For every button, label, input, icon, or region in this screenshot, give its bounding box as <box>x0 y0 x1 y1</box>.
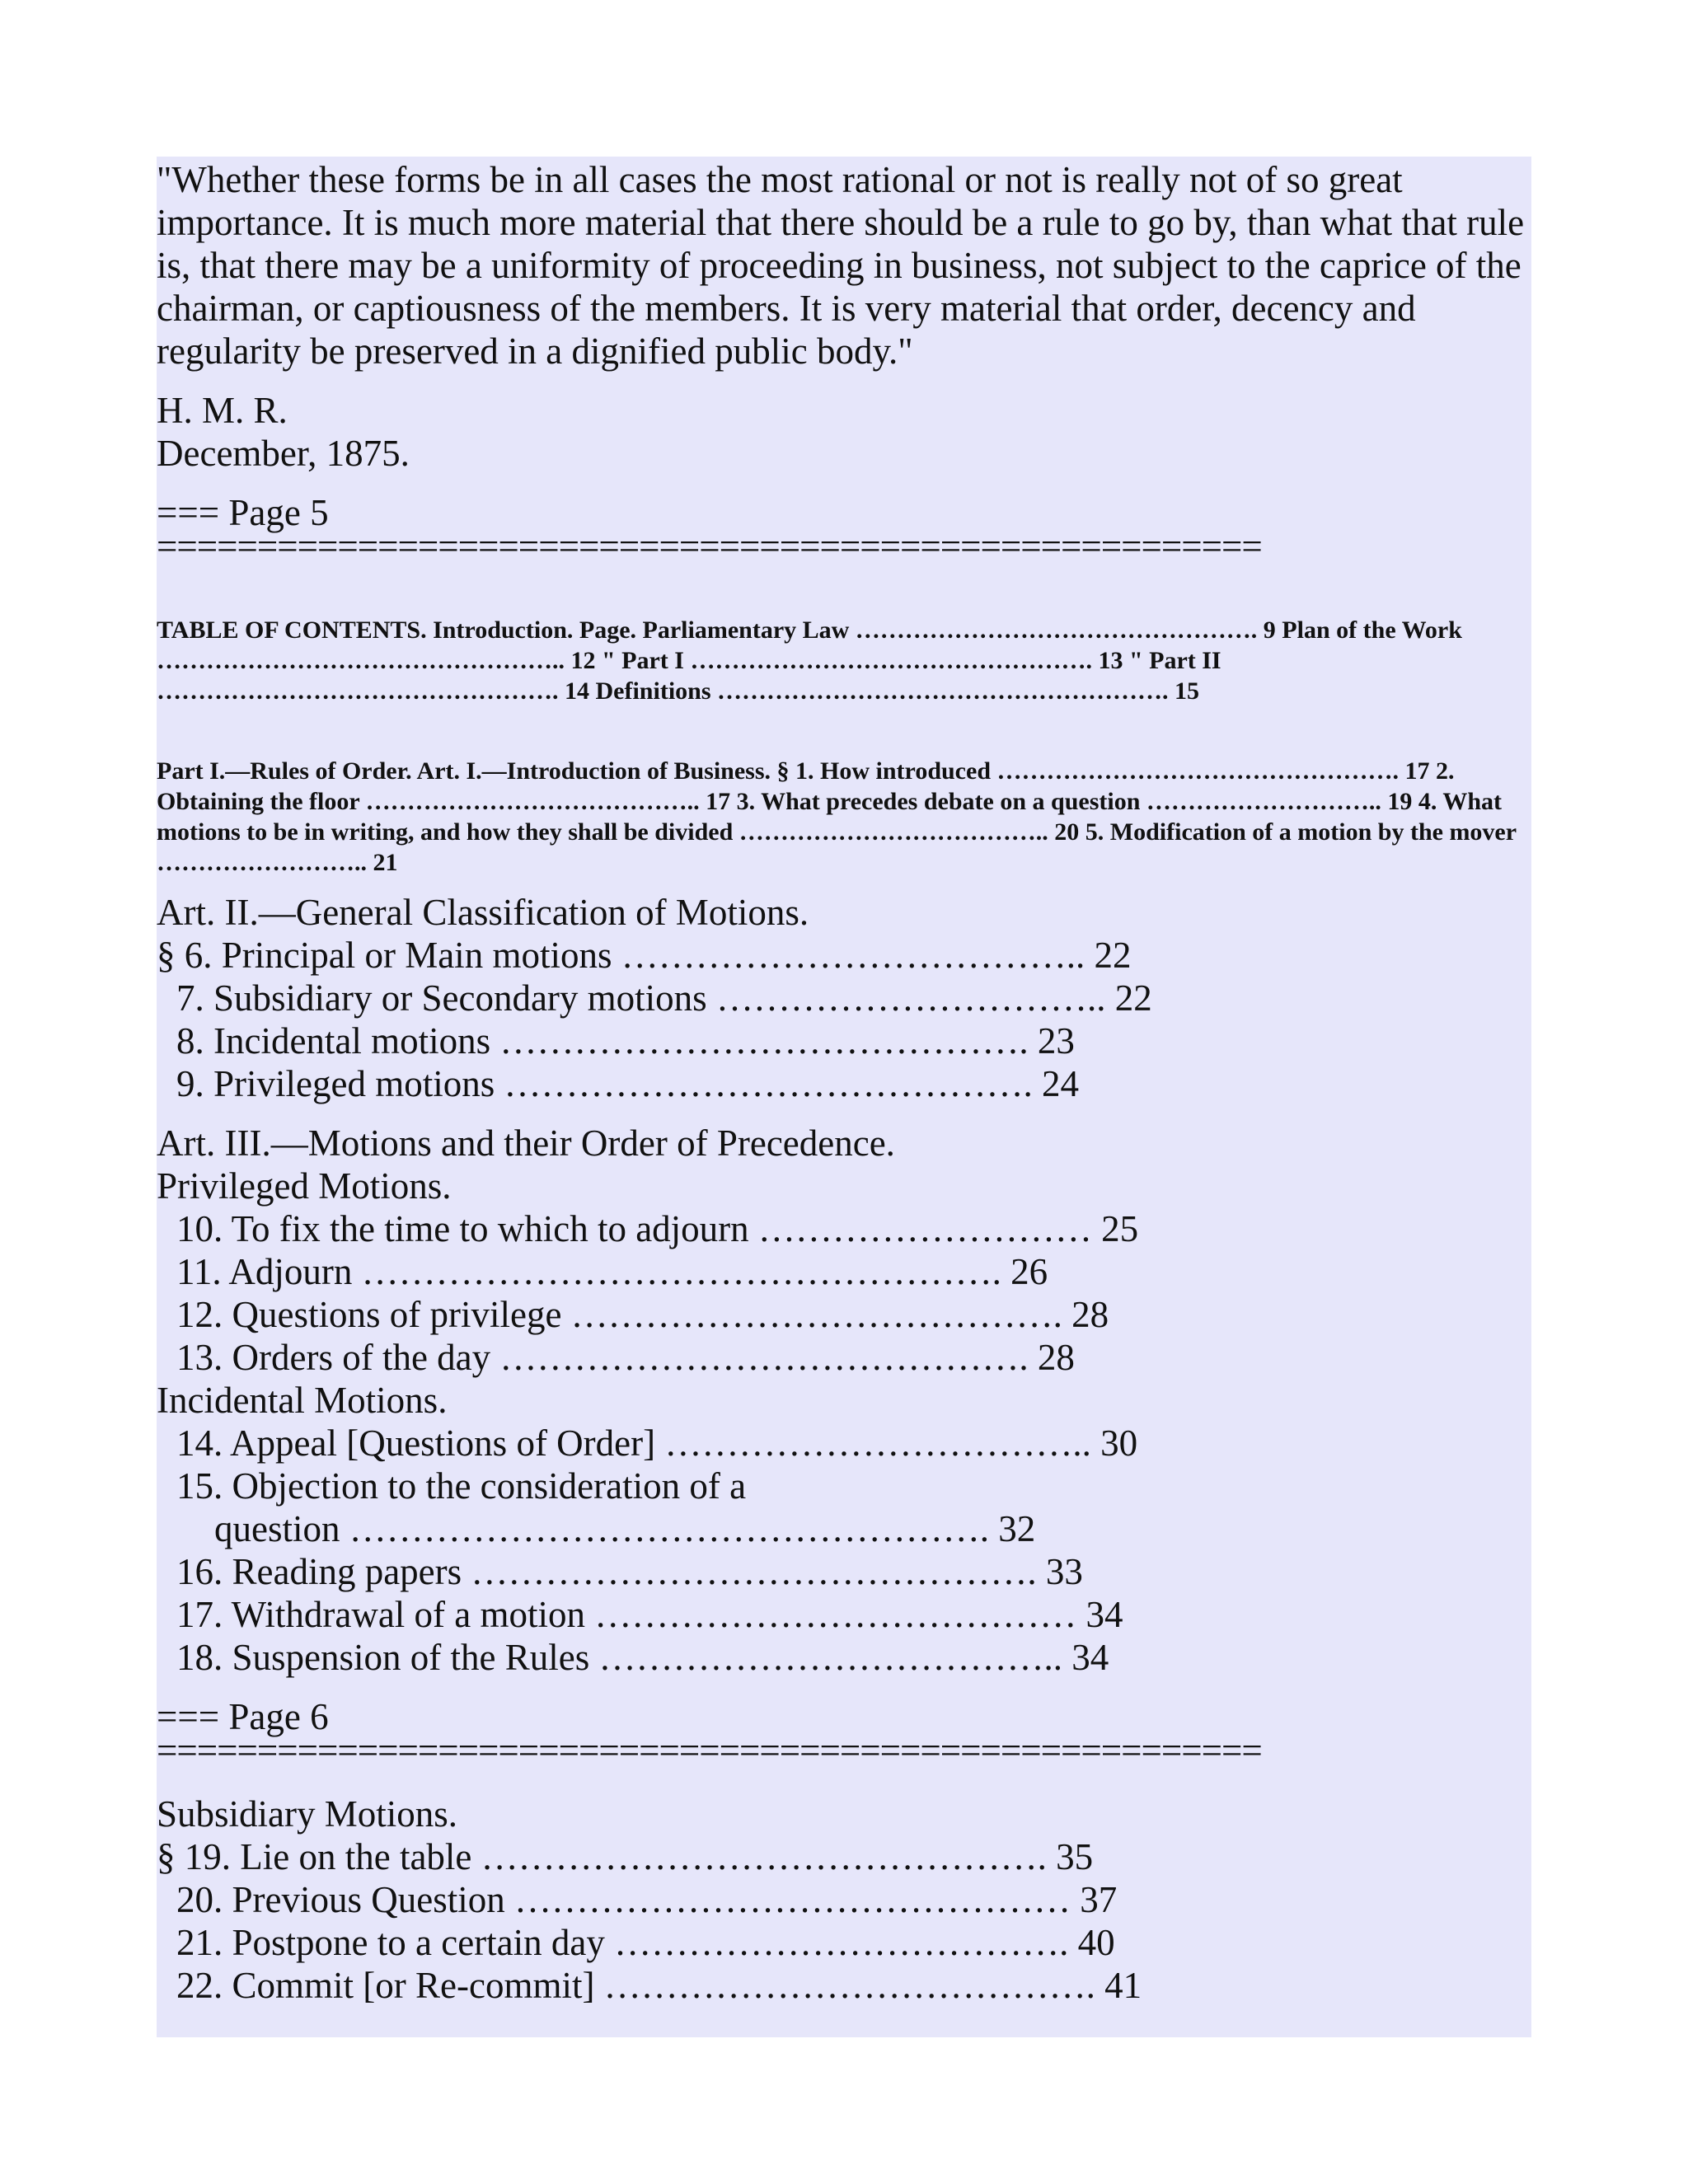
toc-entry: 20. Previous Question ……………………………………… 37 <box>176 1879 1118 1920</box>
incidental-motions-heading: Incidental Motions. <box>157 1380 448 1421</box>
page-separator-5: ======================================================= <box>157 534 1262 559</box>
toc-entry: 18. Suspension of the Rules ……………………………….. 34 <box>176 1637 1109 1678</box>
toc-entry: 15. Objection to the consideration of a <box>176 1465 747 1507</box>
toc-entry: § 19. Lie on the table ………………………………………. 35 <box>157 1836 1094 1877</box>
page-marker-5: === Page 5 <box>157 492 329 533</box>
page-marker-6: === Page 6 <box>157 1696 329 1737</box>
page-separator-6: ======================================================= <box>157 1738 1262 1763</box>
document-content <box>157 157 1531 2007</box>
toc-entry: 22. Commit [or Re-commit] …………………………………. 41 <box>176 1965 1142 2006</box>
art3-heading: Art. III.—Motions and their Order of Precedence. <box>157 1122 895 1164</box>
privileged-motions-heading: Privileged Motions. <box>157 1165 452 1207</box>
toc-entry: 10. To fix the time to which to adjourn ……………………… 25 <box>176 1208 1139 1249</box>
toc-part1-art1: Part I.—Rules of Order. Art. I.—Introduction of Business. § 1. How introduced …………………………………………. 17 2. Obtaining the floor ………………………………….. 17 3. What precedes debate on a question ……………………….. 19 4. What motions to be in writing, and how they shall be divided ……………………………….. 20 5. Modification of a motion by the mover …………………….. 21 <box>157 757 1517 876</box>
toc-entry: 9. Privileged motions ……………………………………. 24 <box>176 1063 1079 1104</box>
preface-date: December, 1875. <box>157 433 410 474</box>
toc-entry: § 6. Principal or Main motions ……………………………….. 22 <box>157 935 1132 976</box>
toc-entry: 16. Reading papers ………………………………………. 33 <box>176 1551 1083 1592</box>
toc-entry: 8. Incidental motions ……………………………………. 23 <box>176 1020 1075 1062</box>
toc-introduction: TABLE OF CONTENTS. Introduction. Page. Parliamentary Law …………………………………………. 9 Plan of the Work ………………………………………….. 12 " Part I …………………………………………. 13 " Part II …………………………………………. 14 Definitions ………………………………………………. 15 <box>157 616 1462 705</box>
subsidiary-motions-heading: Subsidiary Motions. <box>157 1793 458 1835</box>
art2-heading: Art. II.—General Classification of Motions. <box>157 892 809 933</box>
document-page <box>157 157 1531 2037</box>
toc-entry: 21. Postpone to a certain day ………………………………. 40 <box>176 1922 1115 1963</box>
toc-entry: 7. Subsidiary or Secondary motions ………………………….. 22 <box>176 977 1152 1019</box>
toc-entry: 14. Appeal [Questions of Order] …………………………….. 30 <box>176 1422 1138 1464</box>
toc-entry: 17. Withdrawal of a motion ………………………………… 34 <box>176 1594 1123 1635</box>
toc-entry: 12. Questions of privilege …………………………………. 28 <box>176 1294 1109 1335</box>
toc-entry-continuation: question ……………………………………………. 32 <box>214 1508 1036 1549</box>
preface-quote: "Whether these forms be in all cases the most rational or not is really not of so great importance. It is much more material that there should be a rule to go by, than what that rule is, that there may be a uniformity of proceeding in business, not subject to the caprice of the chairman, or captiousness of the members. It is very material that order, decency and regularity be preserved in a dignified public body." <box>157 159 1525 372</box>
author-initials: H. M. R. <box>157 390 288 431</box>
toc-entry: 11. Adjourn ……………………………………………. 26 <box>176 1251 1048 1292</box>
toc-entry: 13. Orders of the day ……………………………………. 28 <box>176 1337 1075 1378</box>
